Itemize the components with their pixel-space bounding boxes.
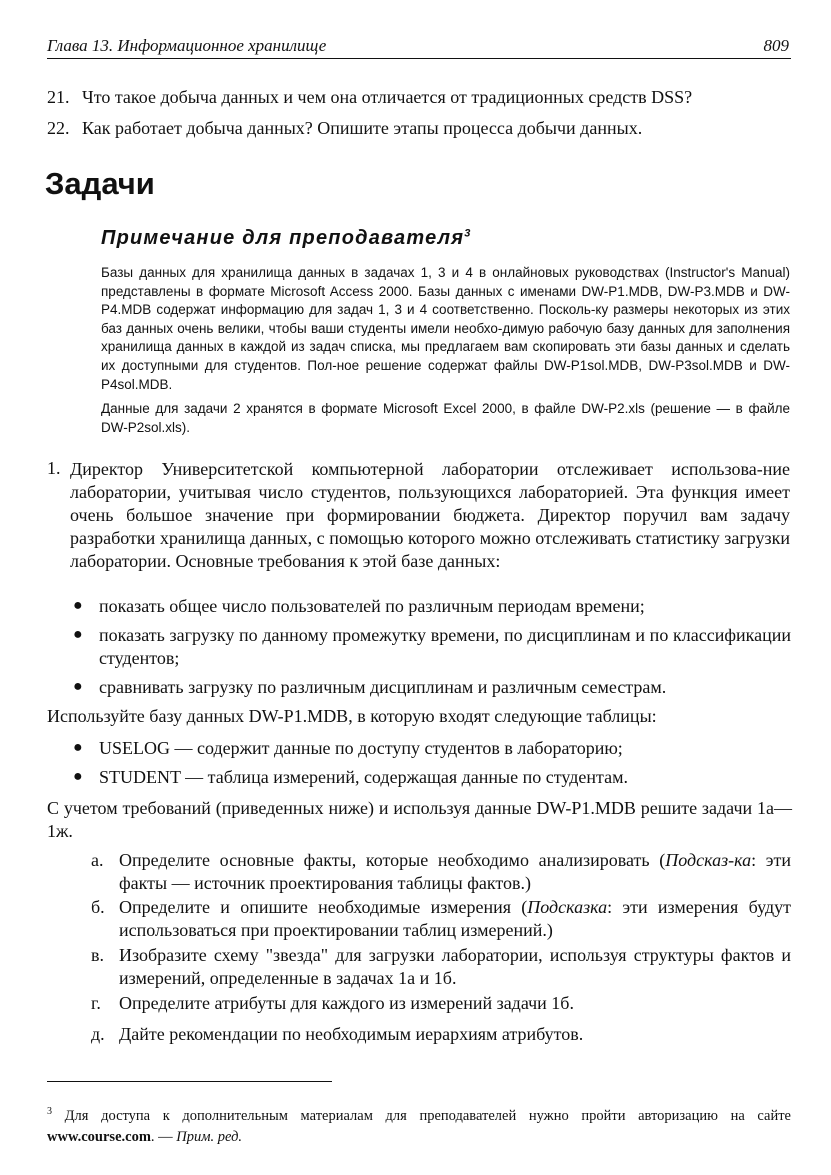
subtask-text: Определите атрибуты для каждого из измерений задачи 1б.: [119, 993, 574, 1013]
subtask-b: [91, 896, 791, 942]
chapter-title: Глава 13. Информационное хранилище: [47, 36, 327, 55]
subtask-e: [91, 1023, 791, 1046]
subtask-text: Дайте рекомендации по необходимым иерархиям атрибутов.: [119, 1024, 584, 1044]
task-intro: Директор Университетской компьютерной лаборатории отслеживает использова-ние лаборатории, учитывая число студентов, пользующихся лабораторией. Эта функция имеет очень большое значение при формировании бюджета. Директор поручил вам задачу разработки хранилища данных, с помощью которого можно отслеживать статистику загрузки лаборатории. Основные требования к этой базе данных:: [70, 459, 790, 571]
question-22: [47, 116, 792, 140]
bullet-icon: ●: [73, 626, 83, 643]
running-header: [47, 34, 791, 59]
footnote-mark: 3: [47, 1106, 52, 1117]
subtask-label: а.: [91, 850, 104, 870]
page-number: 809: [763, 36, 789, 55]
subtask-a: [91, 849, 791, 895]
bullet-icon: ●: [73, 739, 83, 756]
subtask-c: [91, 944, 791, 990]
note-paragraph-2: Данные для задачи 2 хранятся в формате Microsoft Excel 2000, в файле DW-P2.xls (решение — в файле DW-P2sol.xls).: [101, 401, 790, 435]
bullet-icon: ●: [73, 768, 83, 785]
subtask-label: д.: [91, 1024, 105, 1044]
db-intro: Используйте базу данных DW-P1.MDB, в которую входят следующие таблицы:: [47, 706, 657, 726]
question-text: Что такое добыча данных и чем она отличается от традиционных средств DSS?: [82, 87, 693, 107]
requirement-item: показать общее число пользователей по различным периодам времени;: [99, 596, 645, 616]
question-number: 21.: [47, 87, 70, 107]
table-item: USELOG — содержит данные по доступу студентов в лабораторию;: [99, 738, 623, 758]
subtask-label: б.: [91, 897, 105, 917]
subtask-text: Определите основные факты, которые необходимо анализировать (Подсказ-ка: эти факты — источник проектирования таблицы фактов.): [119, 850, 791, 893]
subtask-label: в.: [91, 945, 104, 965]
bullet-icon: ●: [73, 597, 83, 614]
bullet-icon: ●: [73, 678, 83, 695]
task-number: 1.: [47, 458, 61, 478]
subtask-label: г.: [91, 993, 101, 1013]
note-paragraph-1: Базы данных для хранилища данных в задачах 1, 3 и 4 в онлайновых руководствах (Instructor's Manual) представлены в формате Microsoft Access 2000. Базы данных с именами DW-P1.MDB, DW-P3.MDB и DW-P4.MDB содержат информацию для задач 1, 3 и 4 соответственно. Посколь-ку размеры некоторых из этих баз данных очень велики, чтобы ваши студенты имели необхо-димую рабочую базу данных для заполнения хранилища данных в каждой из задач списка, мы предлагаем вам скопировать эти базы данных и сделать их доступными для студентов. Пол-ное решение содержат файлы DW-P1sol.MDB, DW-P3sol.MDB и DW-P4sol.MDB.: [101, 265, 790, 392]
question-text: Как работает добыча данных? Опишите этапы процесса добычи данных.: [82, 118, 643, 138]
requirement-item: показать загрузку по данному промежутку времени, по дисциплинам и по классификации студентов;: [99, 625, 791, 668]
footnote: $^3$ Для доступа к дополнительным материалам для преподавателей нужно пройти авторизацию на сайте www.course.com. — Прим. ред.: [47, 1106, 791, 1145]
requirement-item: сравнивать загрузку по различным дисциплинам и различным семестрам.: [99, 677, 667, 697]
note-title: Примечание для преподавателя$^3$: [101, 227, 472, 249]
question-number: 22.: [47, 118, 70, 138]
section-title: Задачи: [45, 166, 155, 201]
footnote-link[interactable]: www.course.com: [47, 1128, 151, 1145]
question-21: [47, 85, 792, 109]
subtask-text: Определите и опишите необходимые измерения (Подсказка: эти измерения будут использоваться при проектировании таблиц измерений.): [119, 897, 791, 940]
subtask-d: [91, 992, 791, 1015]
footnote-ref: 3: [464, 227, 472, 240]
footnote-divider: [47, 1081, 332, 1082]
conditions-text: С учетом требований (приведенных ниже) и используя данные DW-P1.MDB решите задачи 1а—1ж.: [47, 798, 792, 841]
table-item: STUDENT — таблица измерений, содержащая данные по студентам.: [99, 767, 628, 787]
subtask-text: Изобразите схему "звезда" для загрузки лаборатории, используя структуры фактов и измерений, определенные в задачах 1а и 1б.: [119, 945, 791, 988]
